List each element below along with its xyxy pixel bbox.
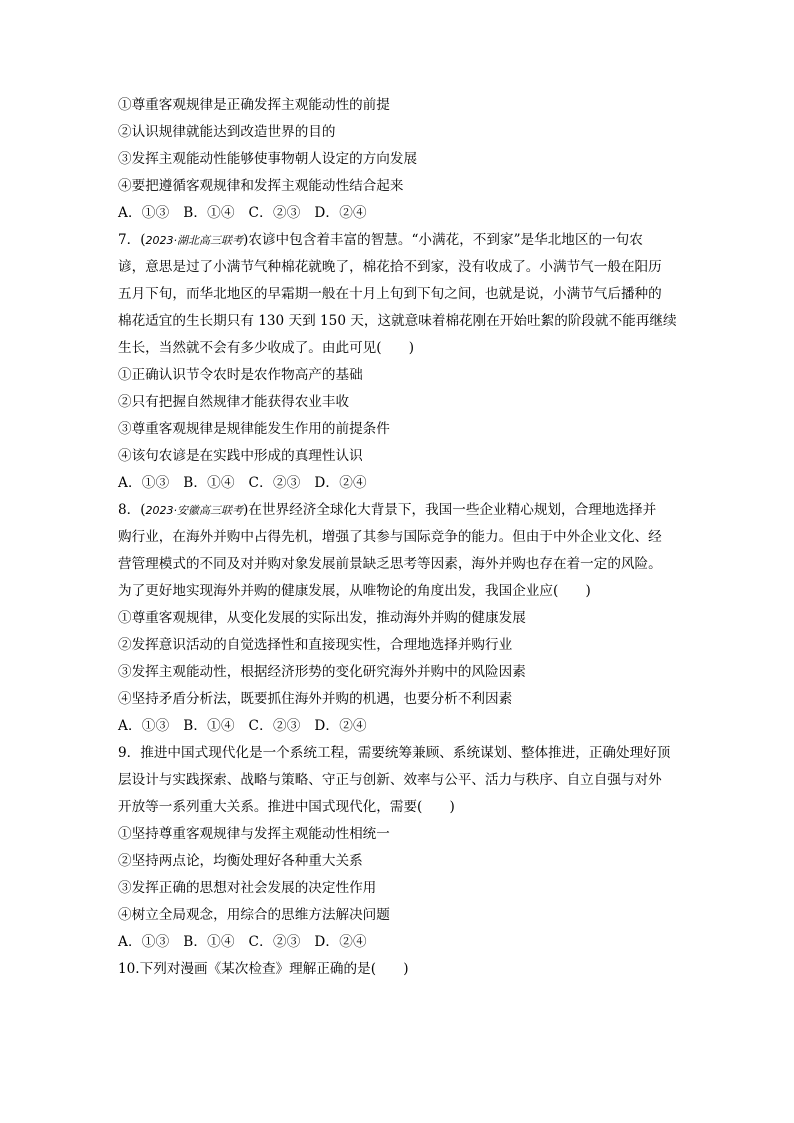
question-text-line: 开放等一系列重大关系。推进中国式现代化，需要( ) — [118, 799, 455, 815]
option-line: ②发挥意识活动的自觉选择性和直接现实性，合理地选择并购行业 — [118, 637, 513, 653]
question-text-line: 购行业，在海外并购中占得先机，增强了其参与国际竞争的能力。但由于中外企业文化、经 — [118, 529, 662, 545]
option-line: ②认识规律就能达到改造世界的目的 — [118, 124, 336, 140]
question-text-line: 棉花适宜的生长期只有 130 天到 150 天，这就意味着棉花刚在开始吐絮的阶段就不能再继续 — [118, 313, 677, 329]
answer-choices: A．①③ B．①④ C．②③ D．②④ — [118, 475, 367, 491]
answer-choices: A．①③ B．①④ C．②③ D．②④ — [118, 718, 367, 734]
question-text-line: 层设计与实践探索、战略与策略、守正与创新、效率与公平、活力与秩序、自立自强与对外 — [118, 772, 662, 788]
option-line: ③发挥主观能动性，根据经济形势的变化研究海外并购中的风险因素 — [118, 664, 526, 680]
question-10-stem: 10.下列对漫画《某次检查》理解正确的是( ) — [118, 961, 409, 977]
answer-choices: A．①③ B．①④ C．②③ D．②④ — [118, 934, 367, 950]
question-source: 2023·安徽高三联考 — [145, 504, 244, 517]
document-page — [118, 92, 678, 983]
option-line: ①坚持尊重客观规律与发挥主观能动性相统一 — [118, 826, 390, 842]
option-line: ①尊重客观规律，从变化发展的实际出发，推动海外并购的健康发展 — [118, 610, 526, 626]
option-line: ④要把遵循客观规律和发挥主观能动性结合起来 — [118, 178, 404, 194]
question-text-line: 谚，意思是过了小满节气种棉花就晚了，棉花拾不到家，没有收成了。小满节气一般在阳历 — [118, 259, 662, 275]
option-line: ①正确认识节令农时是农作物高产的基础 — [118, 367, 363, 383]
question-source: 2023·湖北高三联考 — [145, 234, 244, 247]
option-line: ③发挥主观能动性能够使事物朝人设定的方向发展 — [118, 151, 418, 167]
question-7-stem: 7．(2023·湖北高三联考)农谚中包含着丰富的智慧。“小满花，不到家”是华北地区的一句农 — [118, 232, 643, 248]
option-line: ④该句农谚是在实践中形成的真理性认识 — [118, 448, 363, 464]
question-text-line: 为了更好地实现海外并购的健康发展，从唯物论的角度出发，我国企业应( ) — [118, 583, 591, 599]
option-line: ④坚持矛盾分析法，既要抓住海外并购的机遇，也要分析不利因素 — [118, 691, 513, 707]
option-line: ①尊重客观规律是正确发挥主观能动性的前提 — [118, 97, 390, 113]
option-line: ②只有把握自然规律才能获得农业丰收 — [118, 394, 350, 410]
answer-choices: A．①③ B．①④ C．②③ D．②④ — [118, 205, 367, 221]
question-9-stem: 9．推进中国式现代化是一个系统工程，需要统筹兼顾、系统谋划、整体推进，正确处理好顶 — [118, 745, 671, 761]
question-text-line: 营管理模式的不同及对并购对象发展前景缺乏思考等因素，海外并购也存在着一定的风险。 — [118, 556, 662, 572]
question-text-line: 五月下旬，而华北地区的早霜期一般在十月上旬到下旬之间，也就是说，小满节气后播种的 — [118, 286, 662, 302]
option-line: ③发挥正确的思想对社会发展的决定性作用 — [118, 880, 377, 896]
option-line: ④树立全局观念，用综合的思维方法解决问题 — [118, 907, 390, 923]
option-line: ③尊重客观规律是规律能发生作用的前提条件 — [118, 421, 390, 437]
option-line: ②坚持两点论，均衡处理好各种重大关系 — [118, 853, 363, 869]
question-8-stem: 8．(2023·安徽高三联考)在世界经济全球化大背景下，我国一些企业精心规划，合理地选择并 — [118, 502, 657, 518]
question-text-line: 生长，当然就不会有多少收成了。由此可见( ) — [118, 340, 415, 356]
